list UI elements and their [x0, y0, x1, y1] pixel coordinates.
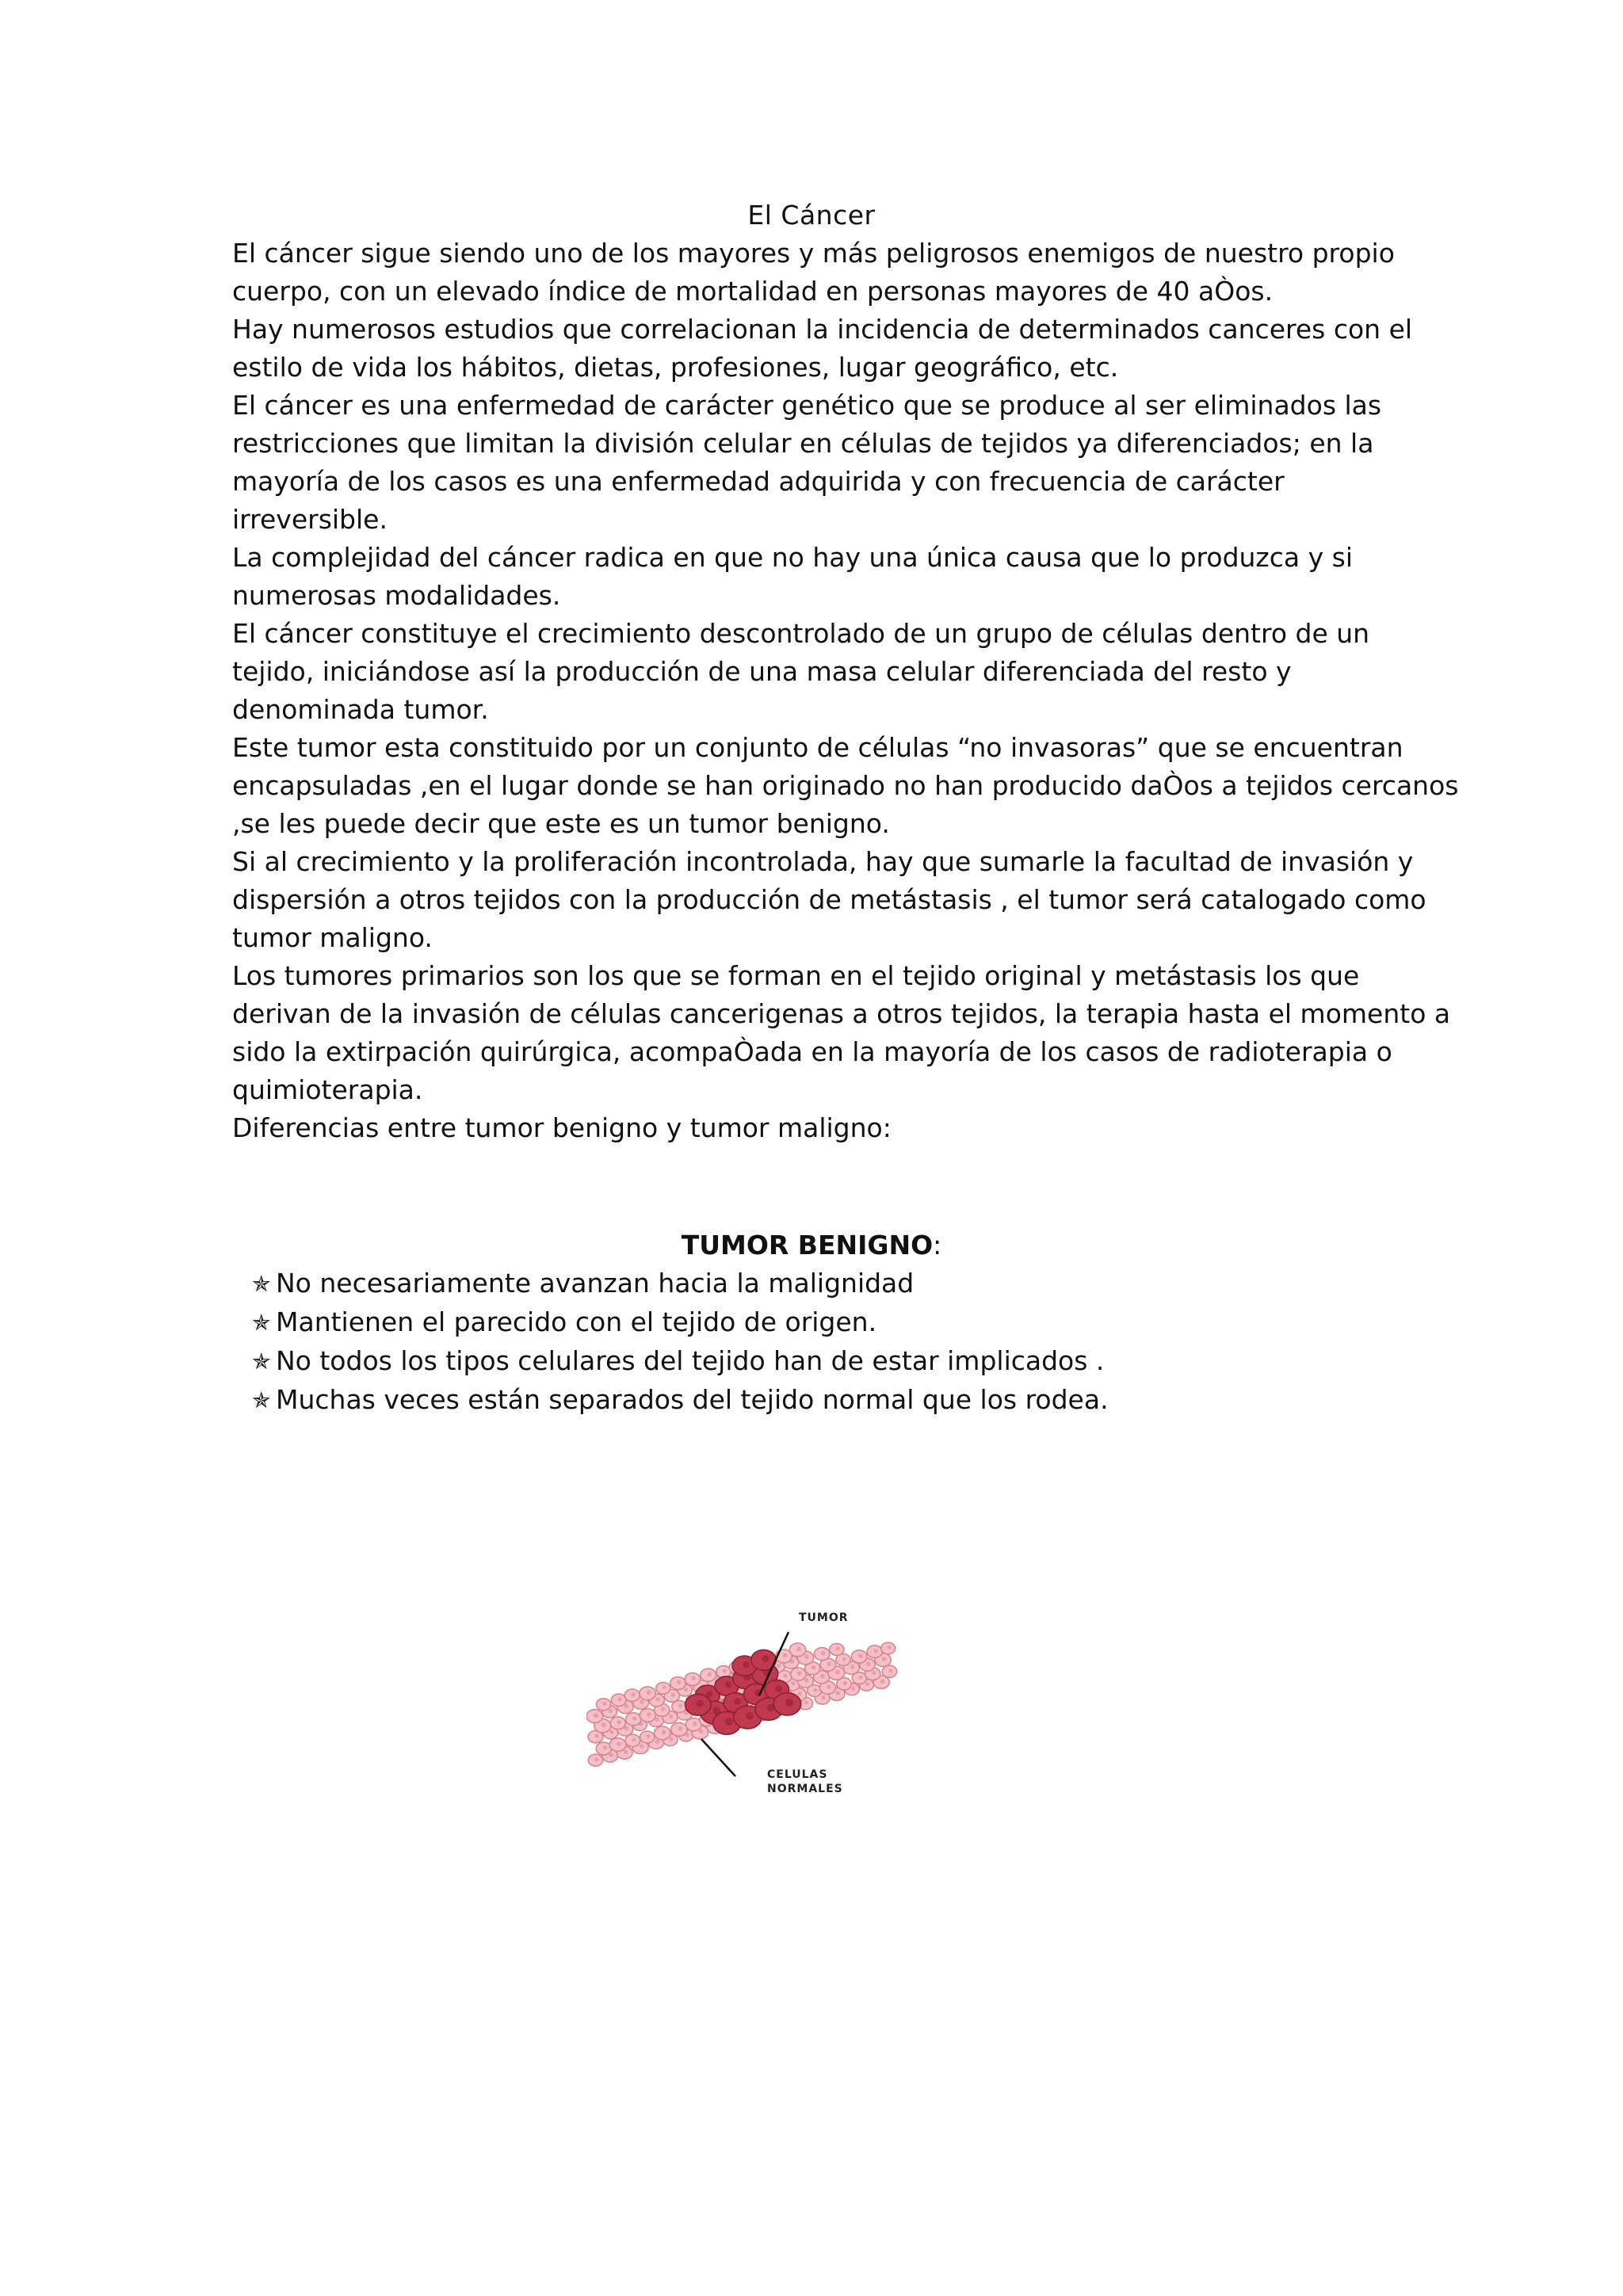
body-line: estilo de vida los hábitos, dietas, profesiones, lugar geográfico, etc.	[232, 352, 1119, 383]
body-line: Este tumor esta constituido por un conjunto de células “no invasoras” que se encuentran	[232, 732, 1403, 763]
list-item	[252, 1264, 1441, 1303]
list-item	[252, 1342, 1441, 1381]
normal-cell-nucleus	[594, 1757, 598, 1761]
normal-cell-nucleus	[866, 1662, 870, 1666]
tumor-label: TUMOR	[799, 1611, 849, 1624]
normal-cell-nucleus	[693, 1722, 697, 1726]
body-line: Diferencias entre tumor benigno y tumor maligno:	[232, 1112, 892, 1143]
normal-cell-nucleus	[609, 1709, 613, 1713]
normal-cell-nucleus	[850, 1665, 855, 1669]
list-item	[252, 1303, 1441, 1342]
normal-cell-nucleus	[632, 1737, 636, 1741]
normal-cell-nucleus	[632, 1692, 636, 1696]
body-line: derivan de la invasión de células cancerigenas a otros tejidos, la terapia hasta el momento a	[232, 998, 1451, 1029]
normal-cell-nucleus	[655, 1718, 659, 1722]
normal-cell-nucleus	[602, 1702, 606, 1706]
body-line: denominada tumor.	[232, 694, 489, 725]
normal-cell-nucleus	[603, 1745, 607, 1749]
normal-cell-nucleus	[617, 1720, 621, 1724]
normal-cell-nucleus	[814, 1688, 818, 1692]
normal-cell-nucleus	[827, 1684, 831, 1689]
tumor-cell-nucleus	[725, 1718, 733, 1726]
normal-cell-nucleus	[707, 1672, 712, 1677]
normal-cell-nucleus	[858, 1653, 863, 1658]
tumor-cell-nucleus	[785, 1699, 793, 1707]
normal-cell-nucleus	[692, 1676, 696, 1680]
star-bullet-icon: ✯	[252, 1271, 271, 1297]
normal-cell-nucleus	[880, 1679, 885, 1684]
body-line: El cáncer sigue siendo uno de los mayores y más peligrosos enemigos de nuestro propio	[232, 238, 1395, 269]
normal-cell-nucleus	[624, 1704, 629, 1709]
body-line: Los tumores primarios son los que se forman en el tejido original y metástasis los que	[232, 960, 1360, 991]
body-line: Si al crecimiento y la proliferación incontrolada, hay que sumarle la facultad de invasión y	[232, 846, 1414, 877]
normal-cell-nucleus	[796, 1647, 801, 1652]
list-item-text: No todos los tipos celulares del tejido han de estar implicados .	[276, 1345, 1105, 1376]
normal-cell-nucleus	[594, 1713, 598, 1718]
tumor-illustration	[586, 1600, 903, 1806]
normal-cell-nucleus	[640, 1699, 644, 1704]
normal-cell-nucleus	[812, 1665, 815, 1669]
normal-cell-nucleus	[888, 1646, 892, 1650]
tumor-cell-nucleus	[743, 1661, 750, 1669]
normal-cell-nucleus	[684, 1688, 688, 1691]
normal-cell-nucleus	[655, 1740, 659, 1744]
body-line: numerosas modalidades.	[232, 580, 561, 611]
normal-cell-nucleus	[882, 1657, 887, 1661]
tumor-cell-nucleus	[734, 1698, 741, 1705]
tissue-drawing	[586, 1600, 903, 1806]
normal-cell-nucleus	[663, 1685, 666, 1689]
body-line: tejido, iniciándose así la producción de una masa celular diferenciada del resto y	[232, 656, 1292, 687]
normal-cell-nucleus	[822, 1695, 826, 1699]
normal-cell-nucleus	[821, 1651, 825, 1655]
body-line: ,se les puede decir que este es un tumor benigno.	[232, 808, 890, 839]
normal-cell-nucleus	[827, 1662, 831, 1666]
normal-cell-nucleus	[609, 1753, 613, 1757]
tumor-cell-nucleus	[762, 1655, 769, 1662]
normal-cell-nucleus	[873, 1649, 877, 1653]
normal-cell-nucleus	[872, 1671, 876, 1675]
star-bullet-icon: ✯	[252, 1310, 271, 1336]
normal-cell-nucleus	[723, 1669, 727, 1672]
normal-cell-nucleus	[594, 1734, 598, 1738]
normal-cell-nucleus	[783, 1653, 788, 1658]
benigno-heading	[0, 1226, 1623, 1264]
body-line: tumor maligno.	[232, 922, 433, 953]
normal-cell-nucleus	[797, 1691, 802, 1696]
body-line: El cáncer constituye el crecimiento descontrolado de un grupo de células dentro de un	[232, 618, 1370, 649]
normal-cell-nucleus	[669, 1714, 673, 1718]
normal-cell-nucleus	[647, 1690, 651, 1695]
benigno-heading-text: TUMOR BENIGNO	[681, 1230, 934, 1261]
normal-cell-nucleus	[804, 1654, 809, 1659]
body-line: restricciones que limitan la división celular en células de tejidos ya diferenciados; en la	[232, 428, 1374, 459]
body-line: Hay numerosos estudios que correlacionan la incidencia de determinados canceres con el	[232, 314, 1413, 345]
normal-cell-nucleus	[655, 1697, 659, 1701]
body-line: cuerpo, con un elevado índice de mortalidad en personas mayores de 40 aÒos.	[232, 276, 1274, 307]
normal-cell-nucleus	[617, 1741, 621, 1746]
normal-cell-nucleus	[671, 1693, 675, 1697]
normal-cell-nucleus	[670, 1737, 674, 1741]
normal-cell-nucleus	[640, 1744, 644, 1749]
normal-cell-nucleus	[858, 1676, 862, 1680]
normal-cell-nucleus	[601, 1722, 606, 1727]
normal-cell-nucleus	[783, 1674, 787, 1678]
normal-cell-nucleus	[836, 1646, 840, 1650]
body-line: quimioterapia.	[232, 1074, 423, 1105]
list-item-text: No necesariamente avanzan hacia la malignidad	[276, 1268, 915, 1299]
normal-cell-nucleus	[865, 1682, 869, 1686]
normal-cell-nucleus	[842, 1657, 846, 1661]
list-item-text: Mantienen el parecido con el tejido de origen.	[276, 1306, 877, 1337]
body-line: irreversible.	[232, 504, 388, 535]
normal-cells-label-line1: CELULAS	[767, 1768, 828, 1781]
body-text	[232, 235, 1459, 1147]
body-line: encapsuladas ,en el lugar donde se han originado no han producido daÒos a tejidos cercanos	[232, 770, 1459, 801]
tumor-cell-nucleus	[725, 1681, 731, 1688]
benigno-heading-colon: :	[933, 1230, 942, 1261]
normal-pointer-line	[701, 1739, 735, 1776]
tumor-cell-nucleus	[746, 1712, 754, 1720]
normal-cell-nucleus	[804, 1678, 809, 1683]
tumor-cell-nucleus	[775, 1685, 782, 1692]
normal-cell-nucleus	[647, 1734, 651, 1738]
list-item-text: Muchas veces están separados del tejido normal que los rodea.	[276, 1384, 1109, 1415]
body-line: El cáncer es una enfermedad de carácter genético que se produce al ser eliminados las	[232, 390, 1382, 421]
normal-cell-nucleus	[835, 1670, 840, 1675]
tumor-cell-nucleus	[697, 1700, 704, 1707]
normal-cell-nucleus	[777, 1664, 781, 1668]
body-line: mayoría de los casos es una enfermedad adquirida y con frecuencia de carácter	[232, 466, 1285, 497]
star-bullet-icon: ✯	[252, 1387, 271, 1413]
normal-cell-nucleus	[836, 1691, 841, 1695]
normal-cell-nucleus	[661, 1707, 665, 1711]
body-line: La complejidad del cáncer radica en que no hay una única causa que lo produzca y si	[232, 542, 1353, 573]
normal-cell-nucleus	[618, 1697, 622, 1701]
normal-cell-nucleus	[792, 1681, 796, 1685]
normal-cell-nucleus	[678, 1726, 683, 1731]
normal-cell-nucleus	[843, 1681, 847, 1685]
document-title: El Cáncer	[747, 200, 876, 231]
normal-cells-label-line2: NORMALES	[767, 1783, 843, 1795]
normal-cell-nucleus	[624, 1749, 628, 1754]
normal-cell-nucleus	[678, 1704, 682, 1708]
normal-cell-nucleus	[797, 1671, 802, 1676]
normal-cell-nucleus	[632, 1716, 636, 1720]
normal-cell-nucleus	[699, 1730, 704, 1734]
star-bullet-icon: ✯	[252, 1348, 271, 1375]
normal-cell-nucleus	[804, 1700, 808, 1704]
normal-cell-nucleus	[647, 1712, 651, 1717]
normal-cell-nucleus	[888, 1669, 892, 1672]
normal-cell-nucleus	[662, 1730, 666, 1735]
benigno-list	[252, 1264, 1441, 1420]
body-line: dispersión a otros tejidos con la producción de metástasis , el tumor será catalogado como	[232, 884, 1426, 915]
body-line: sido la extirpación quirúrgica, acompaÒada en la mayoría de los casos de radioterapia o	[232, 1036, 1392, 1067]
normal-cell-nucleus	[820, 1674, 825, 1679]
normal-cell-nucleus	[677, 1680, 681, 1684]
list-item	[252, 1381, 1441, 1420]
normal-cell-nucleus	[851, 1687, 855, 1691]
normal-cell-nucleus	[609, 1730, 613, 1733]
